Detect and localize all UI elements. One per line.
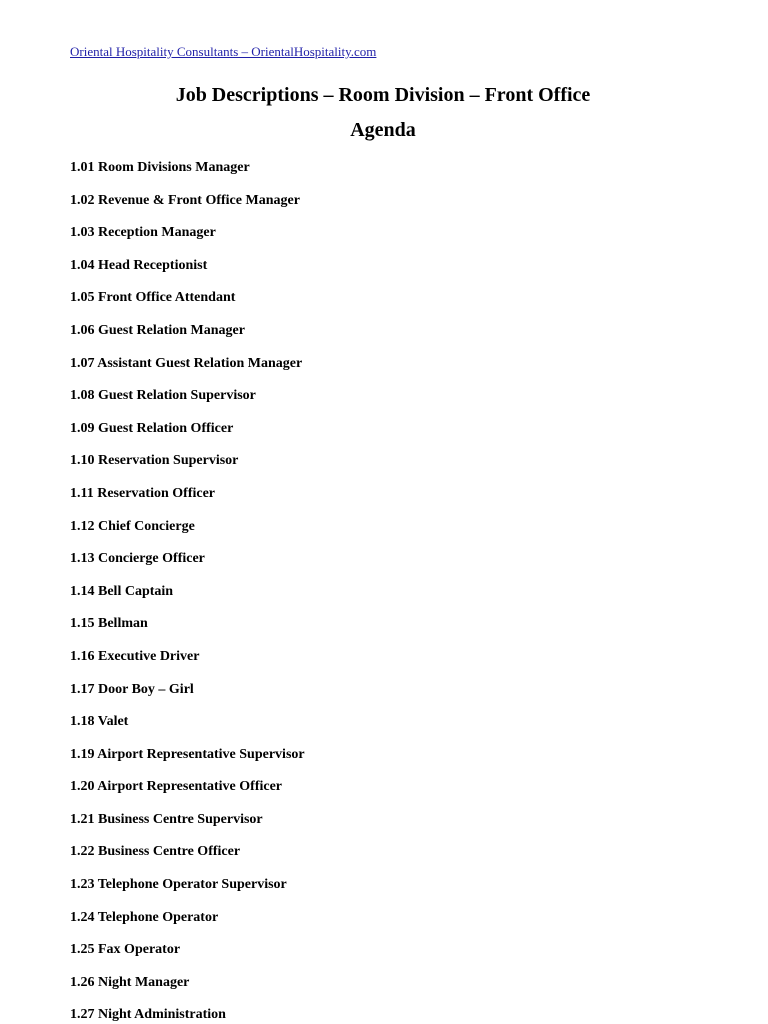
agenda-heading: Agenda	[350, 119, 416, 141]
agenda-item: 1.03 Reception Manager	[70, 225, 216, 241]
agenda-item: 1.08 Guest Relation Supervisor	[70, 388, 256, 404]
agenda-item: 1.24 Telephone Operator	[70, 909, 219, 925]
agenda-item: 1.17 Door Boy – Girl	[70, 681, 194, 697]
agenda-item: 1.06 Guest Relation Manager	[70, 322, 245, 338]
agenda-item: 1.05 Front Office Attendant	[70, 290, 236, 306]
agenda-item: 1.04 Head Receptionist	[70, 257, 208, 273]
agenda-item: 1.07 Assistant Guest Relation Manager	[70, 355, 303, 371]
agenda-item: 1.27 Night Administration	[70, 1007, 226, 1023]
agenda-item: 1.22 Business Centre Officer	[70, 844, 241, 860]
header-link[interactable]: Oriental Hospitality Consultants – OrientalHospitality.com	[70, 44, 377, 59]
agenda-list	[70, 158, 305, 1024]
agenda-item: 1.20 Airport Representative Officer	[70, 779, 283, 795]
agenda-item: 1.26 Night Manager	[70, 974, 190, 990]
agenda-item: 1.11 Reservation Officer	[70, 485, 216, 501]
agenda-item: 1.25 Fax Operator	[70, 942, 181, 958]
agenda-item: 1.19 Airport Representative Supervisor	[70, 746, 305, 762]
agenda-item: 1.23 Telephone Operator Supervisor	[70, 877, 287, 893]
agenda-item: 1.01 Room Divisions Manager	[70, 160, 250, 175]
agenda-item: 1.16 Executive Driver	[70, 648, 200, 664]
agenda-item: 1.14 Bell Captain	[70, 583, 174, 599]
agenda-item: 1.15 Bellman	[70, 616, 148, 632]
agenda-item: 1.13 Concierge Officer	[70, 551, 205, 567]
document-title: Job Descriptions – Room Division – Front Office	[175, 84, 591, 106]
agenda-item: 1.10 Reservation Supervisor	[70, 453, 239, 469]
agenda-item: 1.12 Chief Concierge	[70, 518, 195, 534]
agenda-item: 1.09 Guest Relation Officer	[70, 420, 234, 436]
agenda-item: 1.02 Revenue & Front Office Manager	[70, 192, 300, 208]
agenda-item: 1.21 Business Centre Supervisor	[70, 811, 263, 827]
agenda-item: 1.18 Valet	[70, 714, 129, 730]
